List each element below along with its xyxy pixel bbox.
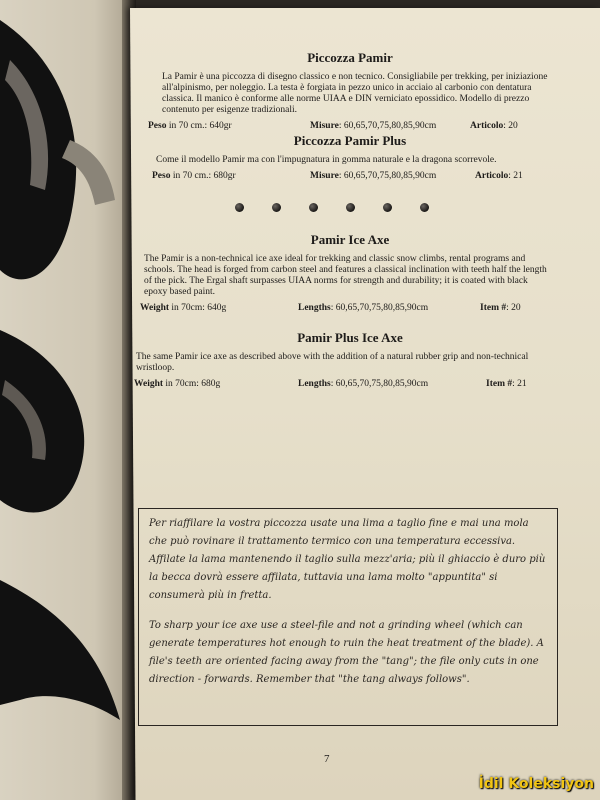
item-spec xyxy=(475,171,523,181)
sizes-spec xyxy=(298,303,428,313)
item-value: : 20 xyxy=(506,303,521,313)
sizes-label: Misure xyxy=(310,171,339,181)
divider-dot xyxy=(383,203,392,212)
weight-label: Weight xyxy=(140,303,170,313)
divider-dot xyxy=(346,203,355,212)
sharpening-note-box xyxy=(138,508,558,726)
item-value: : 21 xyxy=(508,171,523,181)
sizes-label: Misure xyxy=(310,121,339,131)
weight-spec xyxy=(140,303,226,313)
weight-value: in 70 cm.: 680gr xyxy=(170,171,236,181)
sizes-label: Lengths xyxy=(298,303,331,313)
section-body: Come il modello Pamir ma con l'impugnatura in gomma naturale e la dragona scorrevole. xyxy=(156,155,497,165)
sizes-value: : 60,65,70,75,80,85,90cm xyxy=(338,121,437,131)
spec-row xyxy=(130,171,570,181)
section-pamir-ice-axe xyxy=(130,232,570,313)
sizes-label: Lengths xyxy=(298,379,331,389)
divider-dot xyxy=(420,203,429,212)
section-title: Piccozza Pamir Plus xyxy=(293,133,407,148)
dots-divider xyxy=(130,203,570,215)
divider-dot xyxy=(309,203,318,212)
page-number: 7 xyxy=(324,753,330,765)
spec-row xyxy=(130,121,570,131)
item-value: : 21 xyxy=(512,379,527,389)
item-spec xyxy=(486,379,527,389)
weight-value: in 70cm: 680g xyxy=(163,379,221,389)
spec-row xyxy=(130,379,570,389)
weight-spec xyxy=(148,121,232,131)
item-value: : 20 xyxy=(503,121,518,131)
weight-value: in 70 cm.: 640gr xyxy=(166,121,232,131)
page-content xyxy=(130,8,570,788)
axe-head-bottom xyxy=(0,580,120,720)
item-label: Item # xyxy=(486,379,513,389)
divider-dot xyxy=(272,203,281,212)
spec-row xyxy=(130,303,570,313)
section-body: La Pamir è una piccozza di disegno classico e non tecnico. Consigliabile per trekking, per iniziazione all'alpinismo, per noleggio. La testa è forgiata in pezzo unico in acciaio al carbonio con dentatura classica. Il manico è conforme alle norme UIAA e DIN verniciato epossidico. Modello di prezzo contenuto per esigenze tradizionali. xyxy=(162,72,548,115)
weight-label: Peso xyxy=(148,121,167,131)
watermark: İdil Koleksiyon xyxy=(478,776,594,792)
section-body: The same Pamir ice axe as described above with the addition of a natural rubber grip and non-technical wristloop. xyxy=(136,352,529,373)
weight-label: Weight xyxy=(134,379,164,389)
section-piccozza-pamir xyxy=(130,50,570,131)
section-title: Pamir Ice Axe xyxy=(310,232,390,247)
sizes-spec xyxy=(298,379,428,389)
item-label: Articolo xyxy=(475,171,509,181)
divider-dot xyxy=(235,203,244,212)
note-italian: Per riaffilare la vostra piccozza usate una lima a taglio fine e mai una mola che può rovinare il trattamento termico con una temperatura eccessiva. Affilate la lama mantenendo il taglio sulla mezz'aria; più il ghiaccio è duro più la becca dovrà essere affilata, tuttavia una lama molto "appuntita" si consumerà più in fretta. xyxy=(149,518,546,601)
section-title: Piccozza Pamir xyxy=(307,50,393,65)
weight-spec xyxy=(152,171,236,181)
sizes-spec xyxy=(310,121,436,131)
sizes-value: : 60,65,70,75,80,85,90cm xyxy=(330,303,429,313)
section-pamir-plus-ice-axe xyxy=(130,330,570,389)
section-title: Pamir Plus Ice Axe xyxy=(297,330,403,345)
sizes-value: : 60,65,70,75,80,85,90cm xyxy=(330,379,429,389)
axe-head-mid xyxy=(0,330,84,512)
ice-axe-illustration xyxy=(0,0,135,800)
section-piccozza-pamir-plus xyxy=(130,133,570,181)
item-spec xyxy=(480,303,521,313)
item-spec xyxy=(470,121,518,131)
weight-label: Peso xyxy=(152,171,171,181)
item-label: Articolo xyxy=(470,121,504,131)
note-english: To sharp your ice axe use a steel-file and not a grinding wheel (which can generate temperatures hot enough to ruin the heat treatment of the blade). A file's teeth are oriented facing away from the "tang"; the file only cuts in one direction - forwards. Remember that "the tang always follows". xyxy=(149,620,544,685)
sizes-value: : 60,65,70,75,80,85,90cm xyxy=(338,171,437,181)
weight-value: in 70cm: 640g xyxy=(169,303,227,313)
section-body: The Pamir is a non-technical ice axe ideal for trekking and classic snow climbs, rental programs and schools. The head is forged from carbon steel and features a classical inclination with teeth half the length of the pick. The Ergal shaft surpasses UIAA norms for strength and durability; it is coated with black epoxy based paint. xyxy=(144,254,547,297)
weight-spec xyxy=(134,379,220,389)
left-page-illustration xyxy=(0,0,135,800)
sizes-spec xyxy=(310,171,436,181)
item-label: Item # xyxy=(480,303,507,313)
